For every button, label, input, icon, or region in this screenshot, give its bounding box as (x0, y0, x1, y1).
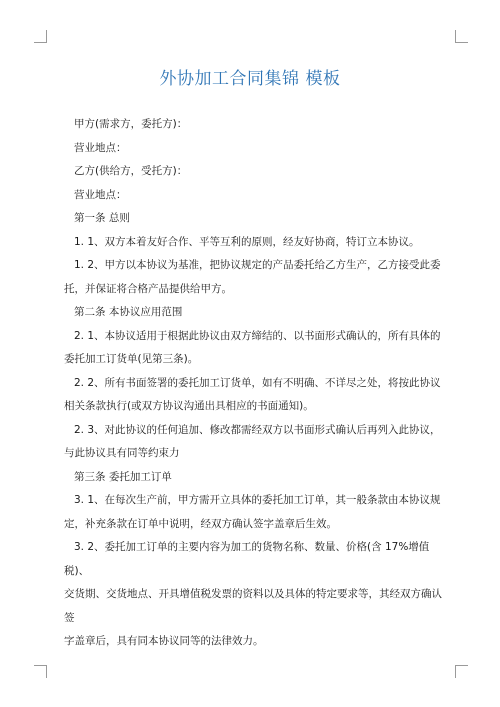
clause-3-2-line-2: 交货期、交货地点、开具增值税发票的资料以及具体的特定要求等，其经双方确认签 (64, 588, 442, 624)
clause-1-2-line-1: 1. 2、甲方以本协议为基准，把协议规定的产品委托给乙方生产，乙方接受此委 (74, 259, 441, 271)
crop-mark-top-right (455, 30, 468, 43)
clause-2-1-line-2: 委托加工订货单(见第三条)。 (64, 353, 199, 365)
article-2-heading: 第二条 本协议应用范围 (74, 306, 183, 318)
clause-2-2-line-2: 相关条款执行(或双方协议沟通出具相应的书面通知)。 (64, 400, 314, 412)
clause-1-2-line-2: 托，并保证将合格产品提供给甲方。 (64, 282, 232, 295)
clause-1-1: 1. 1、双方本着友好合作、平等互利的原则，经友好协商，特订立本协议。 (74, 235, 420, 248)
article-3-heading: 第三条 委托加工订单 (74, 470, 172, 483)
clause-2-3-line-1: 2. 3、对此协议的任何追加、修改都需经双方以书面形式确认后再列入此协议， (74, 423, 441, 436)
clause-3-2-line-1: 3. 2、委托加工订单的主要内容为加工的货物名称、数量、价格(含 17%增值税)、 (64, 541, 430, 577)
clause-3-2-line-3: 字盖章后，具有同本协议同等的法律效力。 (64, 635, 264, 647)
crop-mark-top-left (34, 30, 47, 43)
clause-3-1-line-1: 3. 1、在每次生产前，甲方需开立具体的委托加工订单，其一般条款由本协议规 (74, 494, 441, 506)
clause-2-1-line-1: 2. 1、本协议适用于根据此协议由双方缔结的、以书面形式确认的，所有具体的 (74, 329, 441, 342)
crop-mark-bottom-right (455, 665, 468, 678)
document-title: 外协加工合同集锦 模板 (159, 69, 341, 89)
party-a-address-label: 营业地点： (74, 141, 127, 154)
clause-2-2-line-1: 2. 2、所有书面签署的委托加工订货单，如有不明确、不详尽之处，将按此协议 (74, 376, 441, 389)
clause-3-1-line-2: 定，补充条款在订单中说明，经双方确认签字盖章后生效。 (64, 517, 337, 530)
clause-2-3-line-2: 与此协议具有同等约束力 (64, 447, 180, 459)
party-b-label: 乙方(供给方，受托方)： (74, 165, 188, 177)
party-a-label: 甲方(需求方，委托方)： (74, 118, 188, 130)
article-1-heading: 第一条 总则 (74, 212, 130, 224)
party-b-address-label: 营业地点： (74, 188, 127, 201)
crop-mark-bottom-left (34, 665, 47, 678)
document-body (64, 113, 444, 654)
